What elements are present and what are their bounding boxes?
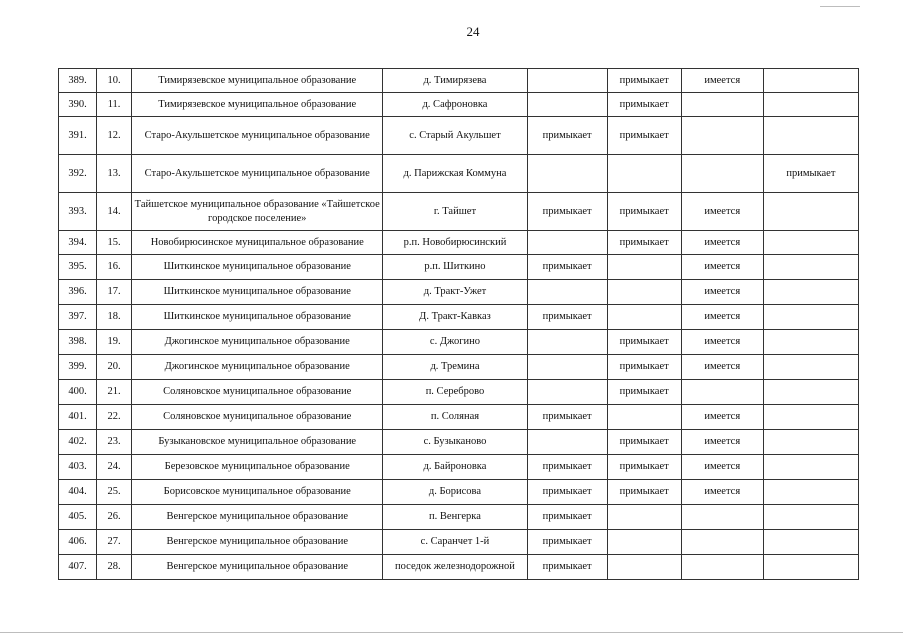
- status-cell-2: [607, 555, 681, 580]
- table-row: [59, 117, 859, 155]
- settlement-cell: поседок железнодорожной: [383, 555, 527, 580]
- settlement-cell: п. Сереброво: [383, 380, 527, 405]
- status-cell-2: [607, 505, 681, 530]
- row-number: 399.: [59, 355, 97, 380]
- status-cell-2: примыкает: [607, 480, 681, 505]
- municipality-cell: Джогинское муниципальное образование: [132, 355, 383, 380]
- sub-number: 13.: [97, 155, 132, 193]
- settlement-cell: Д. Тракт-Кавказ: [383, 305, 527, 330]
- status-cell-4: [763, 231, 858, 255]
- status-cell-2: примыкает: [607, 455, 681, 480]
- row-number: 395.: [59, 255, 97, 280]
- status-cell-4: [763, 117, 858, 155]
- sub-number: 18.: [97, 305, 132, 330]
- table-row: [59, 193, 859, 231]
- table-row: [59, 430, 859, 455]
- row-number: 393.: [59, 193, 97, 231]
- municipality-cell: Венгерское муниципальное образование: [132, 505, 383, 530]
- status-cell-4: [763, 405, 858, 430]
- row-number: 400.: [59, 380, 97, 405]
- availability-cell: имеется: [681, 430, 763, 455]
- status-cell-2: примыкает: [607, 380, 681, 405]
- availability-cell: имеется: [681, 255, 763, 280]
- municipality-cell: Соляновское муниципальное образование: [132, 405, 383, 430]
- status-cell-4: [763, 280, 858, 305]
- municipality-cell: Соляновское муниципальное образование: [132, 380, 383, 405]
- settlement-cell: д. Сафроновка: [383, 93, 527, 117]
- status-cell-2: примыкает: [607, 231, 681, 255]
- settlement-cell: д. Байроновка: [383, 455, 527, 480]
- status-cell-2: примыкает: [607, 117, 681, 155]
- status-cell-1: примыкает: [527, 193, 607, 231]
- status-cell-1: примыкает: [527, 305, 607, 330]
- status-cell-1: [527, 430, 607, 455]
- row-number: 406.: [59, 530, 97, 555]
- municipality-cell: Венгерское муниципальное образование: [132, 555, 383, 580]
- table-row: [59, 380, 859, 405]
- status-cell-2: [607, 280, 681, 305]
- municipality-cell: Новобирюсинское муниципальное образование: [132, 231, 383, 255]
- availability-cell: имеется: [681, 355, 763, 380]
- table-row: [59, 530, 859, 555]
- table-row: [59, 280, 859, 305]
- sub-number: 22.: [97, 405, 132, 430]
- status-cell-4: [763, 69, 858, 93]
- status-cell-4: [763, 93, 858, 117]
- status-cell-1: примыкает: [527, 405, 607, 430]
- availability-cell: [681, 380, 763, 405]
- status-cell-4: [763, 530, 858, 555]
- settlement-cell: с. Бузыканово: [383, 430, 527, 455]
- table-row: [59, 405, 859, 430]
- availability-cell: имеется: [681, 280, 763, 305]
- settlement-cell: д. Тремина: [383, 355, 527, 380]
- status-cell-1: примыкает: [527, 455, 607, 480]
- sub-number: 25.: [97, 480, 132, 505]
- status-cell-4: [763, 455, 858, 480]
- availability-cell: [681, 93, 763, 117]
- row-number: 391.: [59, 117, 97, 155]
- availability-cell: имеется: [681, 480, 763, 505]
- settlement-cell: р.п. Шиткино: [383, 255, 527, 280]
- row-number: 392.: [59, 155, 97, 193]
- sub-number: 24.: [97, 455, 132, 480]
- table-row: [59, 355, 859, 380]
- status-cell-2: примыкает: [607, 430, 681, 455]
- status-cell-1: примыкает: [527, 555, 607, 580]
- availability-cell: имеется: [681, 305, 763, 330]
- table-row: [59, 330, 859, 355]
- status-cell-1: примыкает: [527, 505, 607, 530]
- row-number: 397.: [59, 305, 97, 330]
- status-cell-1: [527, 231, 607, 255]
- table-row: [59, 231, 859, 255]
- status-cell-4: [763, 193, 858, 231]
- availability-cell: [681, 505, 763, 530]
- status-cell-4: [763, 555, 858, 580]
- table-row: [59, 69, 859, 93]
- settlement-cell: р.п. Новобирюсинский: [383, 231, 527, 255]
- table-row: [59, 455, 859, 480]
- row-number: 401.: [59, 405, 97, 430]
- settlement-cell: с. Старый Акульшет: [383, 117, 527, 155]
- sub-number: 16.: [97, 255, 132, 280]
- availability-cell: [681, 530, 763, 555]
- status-cell-2: [607, 155, 681, 193]
- table-row: [59, 155, 859, 193]
- municipality-cell: Шиткинское муниципальное образование: [132, 280, 383, 305]
- sub-number: 14.: [97, 193, 132, 231]
- availability-cell: [681, 117, 763, 155]
- availability-cell: имеется: [681, 405, 763, 430]
- municipality-cell: Старо-Акульшетское муниципальное образование: [132, 155, 383, 193]
- availability-cell: имеется: [681, 193, 763, 231]
- settlement-cell: п. Венгерка: [383, 505, 527, 530]
- status-cell-2: [607, 405, 681, 430]
- status-cell-1: примыкает: [527, 117, 607, 155]
- row-number: 407.: [59, 555, 97, 580]
- row-number: 396.: [59, 280, 97, 305]
- status-cell-2: примыкает: [607, 330, 681, 355]
- sub-number: 15.: [97, 231, 132, 255]
- table-row: [59, 305, 859, 330]
- row-number: 390.: [59, 93, 97, 117]
- status-cell-1: [527, 69, 607, 93]
- sub-number: 28.: [97, 555, 132, 580]
- settlement-cell: с. Саранчет 1-й: [383, 530, 527, 555]
- status-cell-1: примыкает: [527, 255, 607, 280]
- settlement-cell: д. Парижская Коммуна: [383, 155, 527, 193]
- sub-number: 27.: [97, 530, 132, 555]
- availability-cell: имеется: [681, 455, 763, 480]
- status-cell-2: примыкает: [607, 355, 681, 380]
- status-cell-1: примыкает: [527, 530, 607, 555]
- status-cell-2: [607, 530, 681, 555]
- row-number: 398.: [59, 330, 97, 355]
- municipality-cell: Тимирязевское муниципальное образование: [132, 69, 383, 93]
- status-cell-4: [763, 255, 858, 280]
- status-cell-1: [527, 330, 607, 355]
- status-cell-2: примыкает: [607, 193, 681, 231]
- municipality-cell: Венгерское муниципальное образование: [132, 530, 383, 555]
- status-cell-1: [527, 155, 607, 193]
- status-cell-4: [763, 355, 858, 380]
- municipality-cell: Бузыкановское муниципальное образование: [132, 430, 383, 455]
- sub-number: 19.: [97, 330, 132, 355]
- status-cell-4: [763, 480, 858, 505]
- settlement-cell: д. Тимирязева: [383, 69, 527, 93]
- municipality-cell: Шиткинское муниципальное образование: [132, 255, 383, 280]
- row-number: 405.: [59, 505, 97, 530]
- settlement-cell: п. Соляная: [383, 405, 527, 430]
- status-cell-4: [763, 330, 858, 355]
- settlement-cell: д. Борисова: [383, 480, 527, 505]
- status-cell-2: примыкает: [607, 69, 681, 93]
- sub-number: 23.: [97, 430, 132, 455]
- status-cell-1: [527, 380, 607, 405]
- municipality-cell: Березовское муниципальное образование: [132, 455, 383, 480]
- municipality-cell: Джогинское муниципальное образование: [132, 330, 383, 355]
- table-row: [59, 505, 859, 530]
- municipality-cell: Старо-Акульшетское муниципальное образование: [132, 117, 383, 155]
- status-cell-1: примыкает: [527, 480, 607, 505]
- settlement-cell: г. Тайшет: [383, 193, 527, 231]
- scan-mark-top-right: [820, 6, 860, 7]
- status-cell-4: [763, 380, 858, 405]
- row-number: 402.: [59, 430, 97, 455]
- sub-number: 12.: [97, 117, 132, 155]
- status-cell-4: [763, 430, 858, 455]
- sub-number: 26.: [97, 505, 132, 530]
- page-number: 24: [466, 24, 480, 39]
- availability-cell: имеется: [681, 69, 763, 93]
- status-cell-2: примыкает: [607, 93, 681, 117]
- status-cell-4: примыкает: [763, 155, 858, 193]
- status-cell-1: [527, 93, 607, 117]
- table-row: [59, 480, 859, 505]
- settlements-table: [58, 68, 859, 580]
- status-cell-1: [527, 355, 607, 380]
- availability-cell: [681, 555, 763, 580]
- sub-number: 20.: [97, 355, 132, 380]
- status-cell-2: [607, 255, 681, 280]
- municipality-cell: Тайшетское муниципальное образование «Тайшетское городское поселение»: [132, 193, 383, 231]
- sub-number: 21.: [97, 380, 132, 405]
- status-cell-4: [763, 305, 858, 330]
- status-cell-1: [527, 280, 607, 305]
- municipality-cell: Шиткинское муниципальное образование: [132, 305, 383, 330]
- municipality-cell: Борисовское муниципальное образование: [132, 480, 383, 505]
- row-number: 403.: [59, 455, 97, 480]
- availability-cell: имеется: [681, 330, 763, 355]
- status-cell-4: [763, 505, 858, 530]
- settlement-cell: д. Тракт-Ужет: [383, 280, 527, 305]
- status-cell-2: [607, 305, 681, 330]
- row-number: 389.: [59, 69, 97, 93]
- settlement-cell: с. Джогино: [383, 330, 527, 355]
- scan-mark-bottom: [0, 632, 903, 633]
- sub-number: 11.: [97, 93, 132, 117]
- sub-number: 17.: [97, 280, 132, 305]
- table-row: [59, 555, 859, 580]
- table-row: [59, 255, 859, 280]
- availability-cell: имеется: [681, 231, 763, 255]
- sub-number: 10.: [97, 69, 132, 93]
- row-number: 404.: [59, 480, 97, 505]
- availability-cell: [681, 155, 763, 193]
- row-number: 394.: [59, 231, 97, 255]
- table-row: [59, 93, 859, 117]
- municipality-cell: Тимирязевское муниципальное образование: [132, 93, 383, 117]
